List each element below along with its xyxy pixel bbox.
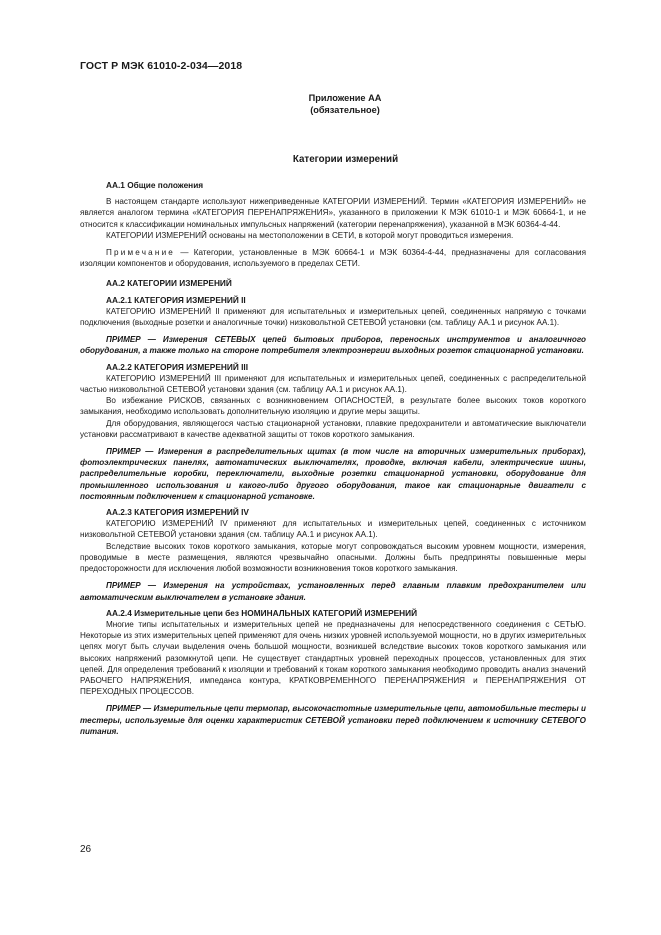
section-aa24-paragraph-1: Многие типы испытательных и измерительных цепей не предназначены для непосредственного соединения с СЕТЬЮ. Некоторые из этих измерительных цепей применяют для очень низких уровней используемой мощности, но в других измерительных цепях могут быть случаи выделения очень большой мощности, возникшей вследствие высоких токов короткого замыкания или высоких напряжений разомкнутой цепи. Не существует стандартных уровней переходных процессов, установленных для этих цепей. Для определения требований к изоляции и требований к токам короткого замыкания необходимо проводить анализ значений РАБОЧЕГО НАПРЯЖЕНИЯ, импеданса контура, КРАТКОВРЕМЕННОГО ПЕРЕНАПРЯЖЕНИЯ и ПЕРЕНАПРЯЖЕНИЯ ОТ ПЕРЕХОДНЫХ ПРОЦЕССОВ.: [80, 619, 586, 697]
section-aa21-title: АА.2.1 КАТЕГОРИЯ ИЗМЕРЕНИЙ II: [106, 294, 246, 305]
section-aa1-paragraph-1: В настоящем стандарте используют нижеприведенные КАТЕГОРИИ ИЗМЕРЕНИЙ. Термин «КАТЕГОРИЯ ИЗМЕРЕНИЙ» не является аналогом термина «КАТЕГОРИЯ ПЕРЕНАПРЯЖЕНИЯ», указанного в приложении К МЭК 61010-1 и МЭК 60664-1, и не относится к классификации номинальных импульсных напряжений (категории перенапряжения), указанной в МЭК 60364-4-44.: [80, 197, 586, 229]
note-text: — Категории, установленные в МЭК 60664-1 и МЭК 60364-4-44, предназначены для согласования изоляции компонентов и оборудования, используемого в пределах СЕТИ.: [80, 248, 586, 269]
section-aa22-paragraph-2: Во избежание РИСКОВ, связанных с возникновением ОПАСНОСТЕЙ, в результате более высоких токов короткого замыкания, необходимо использовать дополнительную изоляцию и другие меры защиты.: [80, 396, 586, 417]
section-aa23-paragraph-1: КАТЕГОРИЮ ИЗМЕРЕНИЙ IV применяют для испытательных и измерительных цепей, соединенных с источником низковольтной СЕТЕВОЙ установки здания (см. таблицу АА.1 и рисунок АА.1).: [80, 519, 586, 540]
section-aa21-paragraph-1: КАТЕГОРИЮ ИЗМЕРЕНИЙ II применяют для испытательных и измерительных цепей, соединенных напрямую с точками подключения (выходные розетки и аналогичные точки) низковольтной СЕТЕВОЙ установки (см. таблицу АА.1 и рисунок АА.1).: [80, 306, 586, 328]
section-aa1-title: АА.1 Общие положения: [106, 180, 204, 190]
document-body: [80, 180, 586, 737]
note: [80, 247, 586, 269]
annex-status: (обязательное): [310, 105, 380, 115]
section-aa21-example: ПРИМЕР — Измерения СЕТЕВЫХ цепей бытовых приборов, переносных инструментов и аналогичного оборудования, а также только на стороне потребителя электроэнергии выходных розеток стационарной установки.: [80, 335, 586, 356]
section-aa23-example: ПРИМЕР — Измерения на устройствах, установленных перед главным плавким предохранителем или автоматическим выключателем в установке здания.: [80, 581, 586, 602]
section-aa22-paragraph-1: КАТЕГОРИЮ ИЗМЕРЕНИЙ III применяют для испытательных и измерительных цепей, соединенных с распределительной частью низковольтной СЕТЕВОЙ установки здания (см. таблицу АА.1 и рисунок АА.1).: [80, 373, 586, 395]
annex-title: Приложение АА: [308, 93, 382, 103]
section-aa23-paragraph-2: Вследствие высоких токов короткого замыкания, которые могут сопровождаться высоким уровнем мощности, измерения, проводимые в месте размещения, являются чрезвычайно опасными. Должны быть предприняты повышенные меры предосторожности для исключения любой возможности возникновения токов короткого замыкания.: [80, 541, 586, 574]
page-number: 26: [80, 844, 92, 855]
annex-heading: [270, 92, 420, 116]
main-title: Категории измерений: [292, 154, 399, 165]
section-aa1-paragraph-2: КАТЕГОРИИ ИЗМЕРЕНИЙ основаны на местоположении в СЕТИ, в которой могут проводиться измерения.: [106, 230, 514, 240]
section-aa22-paragraph-3: Для оборудования, являющегося частью стационарной установки, плавкие предохранители и автоматические выключатели установки рассматривают в качестве адекватной защиты от токов короткого замыкания.: [80, 418, 586, 439]
standard-header: ГОСТ Р МЭК 61010-2-034—2018: [80, 60, 243, 72]
note-label: Примечание: [106, 248, 176, 258]
section-aa24-example: ПРИМЕР — Измерительные цепи термопар, высокочастотные измерительные цепи, автомобильные тестеры и тестеры, используемые для оценки характеристик СЕТЕВОЙ установки перед подключением к источнику СЕТЕВОГО питания.: [80, 704, 586, 736]
section-aa22-title: АА.2.2 КАТЕГОРИЯ ИЗМЕРЕНИЙ III: [106, 361, 248, 372]
section-aa2-title: АА.2 КАТЕГОРИИ ИЗМЕРЕНИЙ: [106, 278, 232, 289]
section-aa23-title: АА.2.3 КАТЕГОРИЯ ИЗМЕРЕНИЙ IV: [106, 507, 249, 518]
section-aa24-title: АА.2.4 Измерительные цепи без НОМИНАЛЬНЫХ КАТЕГОРИЙ ИЗМЕРЕНИЙ: [106, 607, 418, 618]
section-aa22-example: ПРИМЕР — Измерения в распределительных щитах (в том числе на вторичных измерительных приборах), фотоэлектрических панелях, автоматических выключателях, проводке, включая кабели, электрические шины, распределительные коробки, переключатели, выходные розетки стационарной установки, оборудование для промышленного использования и какого-либо другого оборудования, такое как стационарные двигатели с постоянным подключением к стационарной установке.: [80, 447, 586, 501]
